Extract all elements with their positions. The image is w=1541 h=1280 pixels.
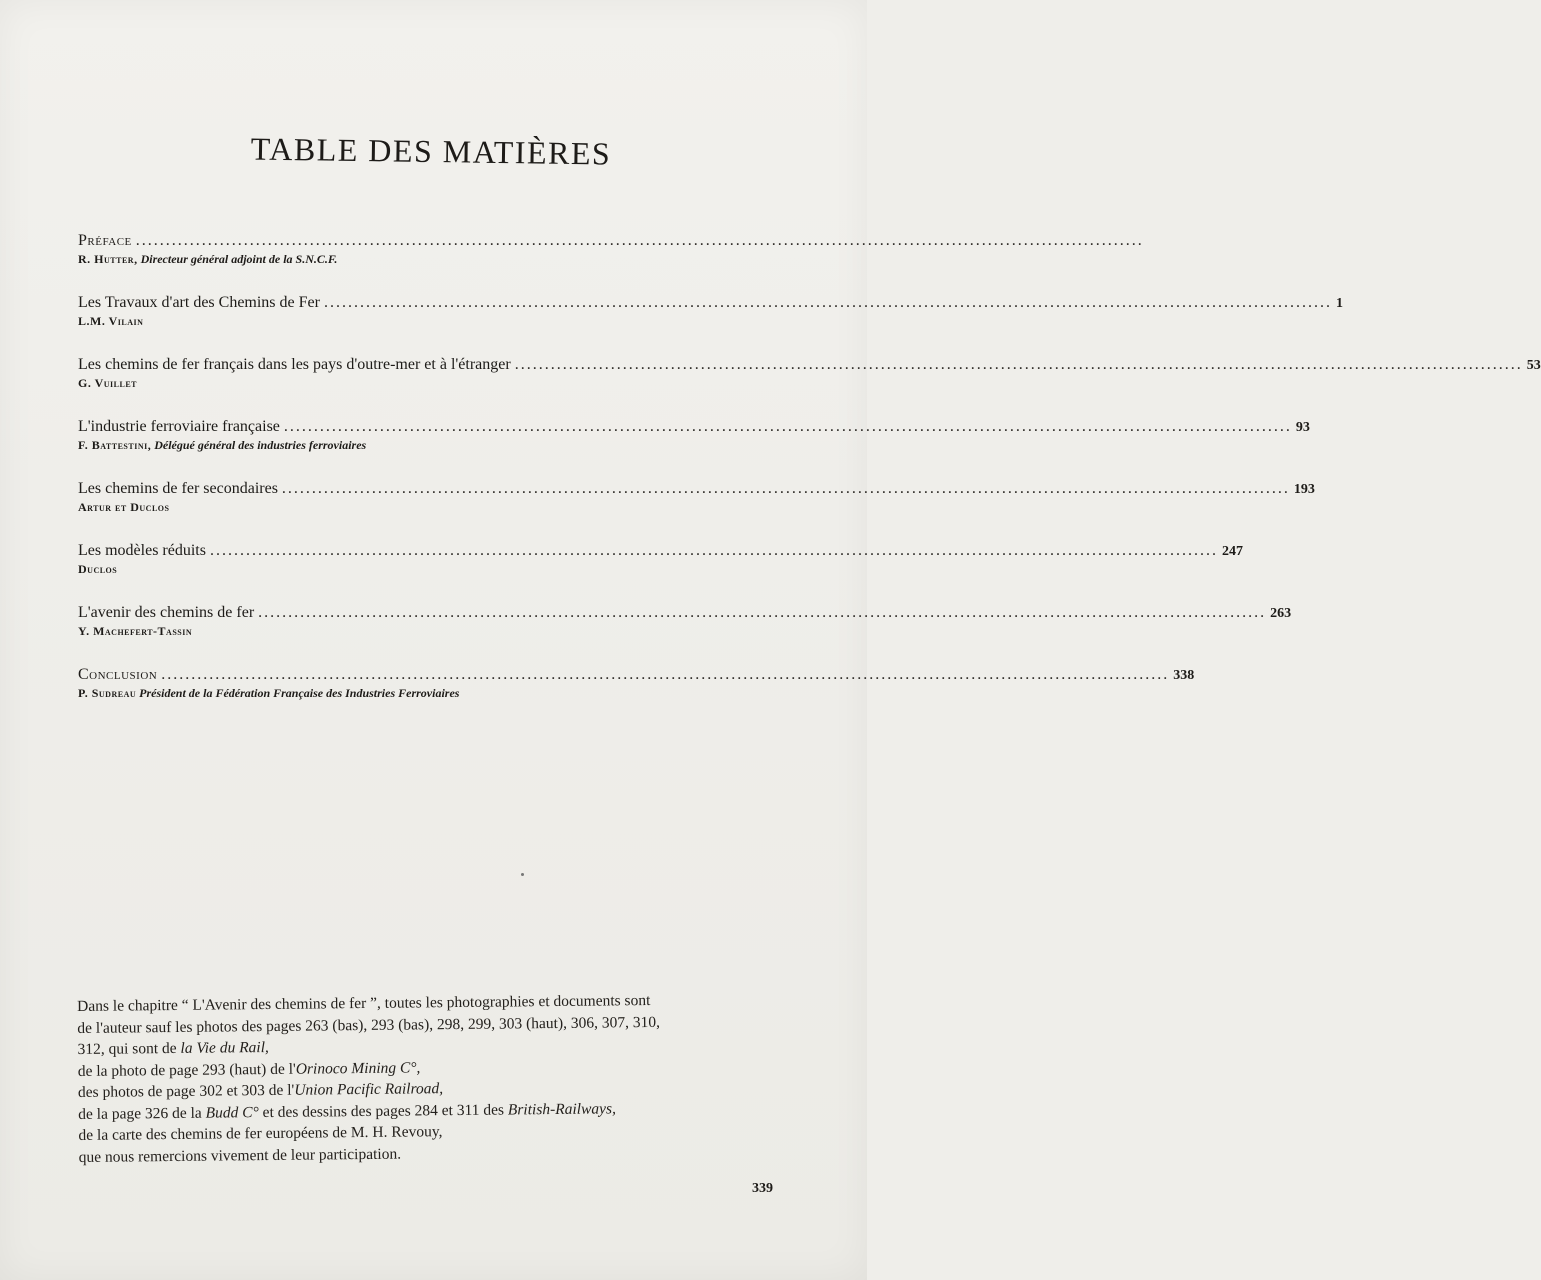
toc-entry-author: L.M. Vilain xyxy=(78,314,144,328)
toc-entry-author: Artur et Duclos xyxy=(78,500,170,514)
toc-entry-page: 1 xyxy=(1335,296,1343,311)
credits-line: Dans le chapitre “ L'Avenir des chemins de fer ”, toutes les photographies et documents sont xyxy=(77,991,651,1015)
page-number: 339 xyxy=(752,1181,773,1196)
toc-entry-author-note: Directeur général adjoint de la S.N.C.F. xyxy=(140,252,338,266)
dot-leader: ........................................................................................................................................................................ xyxy=(135,232,1144,249)
credits-line: que nous remercions vivement de leur participation. xyxy=(78,1145,402,1166)
toc-entry-modeles xyxy=(78,542,1243,604)
credits-line: de la photo de page 293 (haut) de l'Orinoco Mining C°, xyxy=(77,1058,421,1080)
toc-entry-page: 93 xyxy=(1295,420,1310,435)
toc-entry-author: G. Vuillet xyxy=(78,376,138,390)
paper-speck xyxy=(521,873,524,876)
toc-entry-title: L'industrie ferroviaire française xyxy=(78,418,280,435)
dot-leader: ........................................................................................................................................................................ xyxy=(258,604,1267,621)
toc-entry-secondaires xyxy=(78,480,1315,542)
toc-entry-author: Duclos xyxy=(78,562,118,576)
credits-line: de la carte des chemins de fer européens de M. H. Revouy, xyxy=(78,1123,443,1144)
dot-leader: ........................................................................................................................................................................ xyxy=(161,666,1170,683)
dot-leader: ........................................................................................................................................................................ xyxy=(209,542,1218,559)
toc-entry-author: F. Battestini, xyxy=(78,438,152,452)
dot-leader: ........................................................................................................................................................................ xyxy=(514,356,1523,373)
toc-entry-page: 338 xyxy=(1173,668,1195,683)
toc-entry-author: R. Hutter, xyxy=(78,252,138,266)
page-title: TABLE DES MATIÈRES xyxy=(250,130,612,172)
credits-line: des photos de page 302 et 303 de l'Union Pacific Railroad, xyxy=(77,1080,444,1101)
dot-leader: ........................................................................................................................................................................ xyxy=(323,294,1332,311)
toc-entry-industrie xyxy=(78,418,1310,480)
toc-entry-preface xyxy=(78,232,1144,294)
toc-entry-title: Les chemins de fer secondaires xyxy=(78,480,278,497)
toc-entry-author-note: Président de la Fédération Française des Industries Ferroviaires xyxy=(139,686,460,700)
toc-entry-page: 247 xyxy=(1221,544,1243,559)
dot-leader: ........................................................................................................................................................................ xyxy=(283,418,1292,435)
toc-entry-title: L'avenir des chemins de fer xyxy=(78,604,255,621)
table-of-contents xyxy=(78,232,1541,728)
credits-line: de la page 326 de la Budd C° et des dessins des pages 284 et 311 des British-Railways, xyxy=(78,1099,617,1123)
credits-line: de l'auteur sauf les photos des pages 263 (bas), 293 (bas), 298, 299, 303 (haut), 306, 307, 310, xyxy=(77,1013,661,1037)
toc-entry-title: Les chemins de fer français dans les pays d'outre-mer et à l'étranger xyxy=(78,356,511,373)
toc-entry-avenir xyxy=(78,604,1292,666)
toc-entry-page: 263 xyxy=(1270,606,1292,621)
dot-leader: ........................................................................................................................................................................ xyxy=(281,480,1290,497)
toc-entry-conclusion xyxy=(78,666,1195,728)
toc-entry-title: Les Travaux d'art des Chemins de Fer xyxy=(78,294,320,311)
toc-entry-title: Conclusion xyxy=(78,666,158,683)
toc-entry-title: Les modèles réduits xyxy=(78,542,206,559)
toc-entry-outre-mer xyxy=(78,356,1541,418)
toc-entry-author: Y. Machefert-Tassin xyxy=(78,624,193,638)
toc-entry-author: P. Sudreau xyxy=(78,686,137,700)
toc-entry-author-note: Délégué général des industries ferroviaires xyxy=(154,438,367,452)
toc-entry-page: 53 xyxy=(1526,358,1541,373)
toc-entry-title: Préface xyxy=(78,232,132,249)
toc-entry-page: 193 xyxy=(1293,482,1315,497)
toc-entry-travaux xyxy=(78,294,1343,356)
credits-note xyxy=(77,989,789,1168)
credits-line: 312, qui sont de la Vie du Rail, xyxy=(77,1038,269,1058)
